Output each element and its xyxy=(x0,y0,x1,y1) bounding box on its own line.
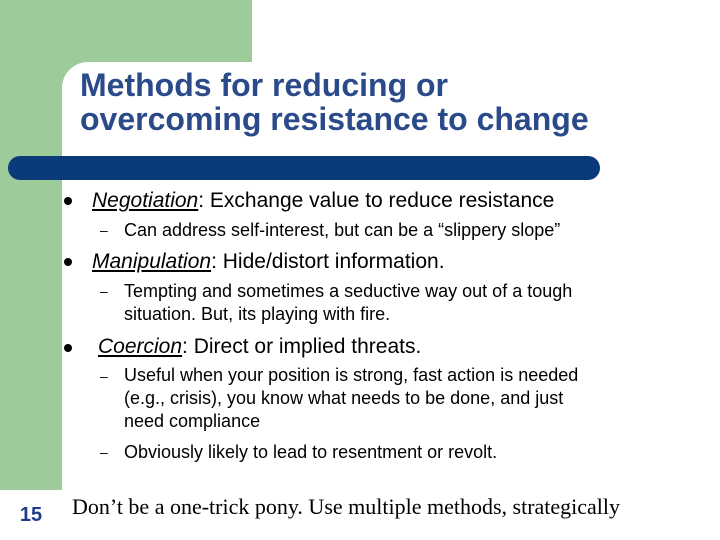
closing-statement: Don’t be a one-trick pony. Use multiple methods, strategically xyxy=(72,494,621,519)
bullet-text: : Hide/distort information. xyxy=(211,250,445,273)
sub-bullet-line: (e.g., crisis), you know what needs to be done, and just xyxy=(124,388,564,408)
bullet-manipulation xyxy=(92,250,445,274)
sub-bullet-line: Obviously likely to lead to resentment or revolt. xyxy=(124,442,498,462)
sub-bullet-dash: – xyxy=(100,222,108,238)
bullet-term: Coercion xyxy=(98,335,183,358)
sub-bullet-line: Tempting and sometimes a seductive way out of a tough xyxy=(124,281,573,301)
title-line-1: Methods for reducing or xyxy=(80,67,448,103)
sub-bullet-dash: – xyxy=(100,368,108,384)
sub-bullet-negotiation xyxy=(124,219,560,242)
bullet-dot xyxy=(64,344,72,352)
sub-bullet-dash: – xyxy=(100,283,108,299)
bullet-term: Negotiation xyxy=(92,189,199,212)
bullet-dot xyxy=(64,197,72,205)
sub-bullet-line: situation. But, its playing with fire. xyxy=(124,304,391,324)
bullet-negotiation xyxy=(92,189,554,213)
sub-bullet-dash: – xyxy=(100,444,108,460)
sub-bullet-coercion-useful xyxy=(124,364,578,433)
bullet-text: : Direct or implied threats. xyxy=(182,335,422,358)
slide-number: 15 xyxy=(19,503,43,526)
sub-bullet-coercion-resentment xyxy=(124,441,497,464)
sub-bullet-line: Can address self-interest, but can be a “slippery slope” xyxy=(124,220,561,240)
bullet-coercion xyxy=(98,335,421,359)
sub-bullet-manipulation xyxy=(124,280,572,326)
sub-bullet-line: Useful when your position is strong, fast action is needed xyxy=(124,365,579,385)
bullet-term: Manipulation xyxy=(92,250,212,273)
bullet-text: : Exchange value to reduce resistance xyxy=(198,189,555,212)
title-line-2: overcoming resistance to change xyxy=(80,101,589,137)
sub-bullet-line: need compliance xyxy=(124,411,261,431)
bullet-dot xyxy=(64,258,72,266)
